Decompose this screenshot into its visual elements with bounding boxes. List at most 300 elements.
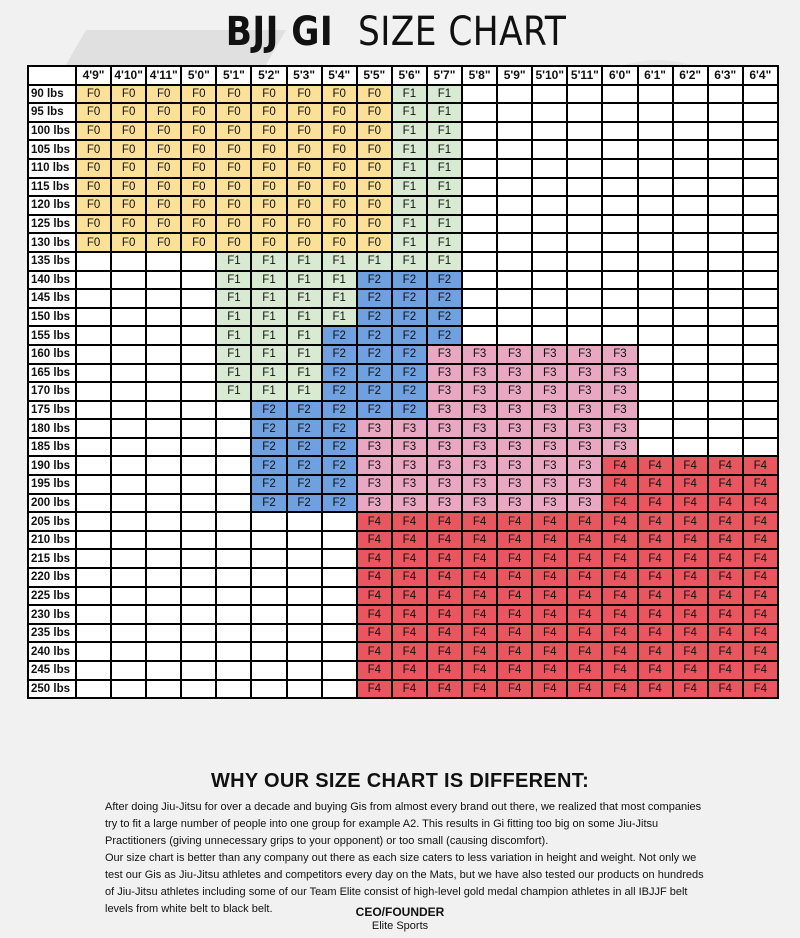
size-cell: F1 <box>392 159 427 178</box>
size-cell <box>462 122 497 141</box>
weight-label: 90 lbs <box>28 85 76 104</box>
size-cell <box>146 568 181 587</box>
size-cell: F1 <box>392 233 427 252</box>
size-cell: F4 <box>708 475 743 494</box>
size-cell <box>497 122 532 141</box>
size-cell: F3 <box>532 382 567 401</box>
size-cell: F0 <box>181 122 216 141</box>
size-cell <box>673 85 708 104</box>
size-cell <box>322 512 357 531</box>
size-cell <box>181 512 216 531</box>
size-cell <box>146 494 181 513</box>
size-cell: F4 <box>532 661 567 680</box>
size-cell: F3 <box>532 345 567 364</box>
size-cell <box>146 661 181 680</box>
size-cell <box>181 680 216 699</box>
size-cell: F4 <box>392 587 427 606</box>
size-cell: F4 <box>708 587 743 606</box>
size-cell: F4 <box>427 568 462 587</box>
size-cell <box>673 196 708 215</box>
size-cell: F4 <box>532 549 567 568</box>
size-cell: F1 <box>322 289 357 308</box>
size-cell: F2 <box>392 345 427 364</box>
table-row <box>28 475 778 494</box>
size-cell <box>111 624 146 643</box>
size-cell: F4 <box>427 531 462 550</box>
size-cell <box>638 308 673 327</box>
size-cell: F4 <box>708 624 743 643</box>
size-cell <box>567 103 602 122</box>
size-cell <box>216 661 251 680</box>
size-cell: F0 <box>76 178 111 197</box>
size-cell: F2 <box>322 419 357 438</box>
size-cell <box>532 233 567 252</box>
table-row <box>28 196 778 215</box>
size-cell: F4 <box>673 624 708 643</box>
size-cell: F4 <box>567 512 602 531</box>
table-row <box>28 624 778 643</box>
height-header: 5'7" <box>427 66 462 85</box>
size-cell: F4 <box>357 642 392 661</box>
size-cell: F4 <box>357 680 392 699</box>
size-cell: F4 <box>673 642 708 661</box>
size-cell <box>743 289 778 308</box>
size-cell: F3 <box>532 494 567 513</box>
weight-label: 110 lbs <box>28 159 76 178</box>
size-cell <box>111 345 146 364</box>
size-cell: F0 <box>216 103 251 122</box>
size-cell: F1 <box>287 326 322 345</box>
size-cell <box>181 326 216 345</box>
size-cell <box>708 122 743 141</box>
size-cell <box>322 549 357 568</box>
size-cell: F4 <box>708 605 743 624</box>
size-cell <box>287 531 322 550</box>
size-cell: F3 <box>567 475 602 494</box>
height-header: 5'2" <box>251 66 286 85</box>
size-cell <box>532 289 567 308</box>
size-cell: F2 <box>322 494 357 513</box>
size-cell <box>216 568 251 587</box>
size-cell: F4 <box>602 642 637 661</box>
size-cell: F0 <box>287 233 322 252</box>
size-cell: F3 <box>532 364 567 383</box>
size-cell <box>146 512 181 531</box>
size-cell <box>673 438 708 457</box>
size-cell: F1 <box>251 345 286 364</box>
size-cell <box>532 196 567 215</box>
size-cell <box>708 401 743 420</box>
size-cell: F3 <box>567 494 602 513</box>
size-cell <box>743 140 778 159</box>
size-cell <box>146 531 181 550</box>
size-cell: F0 <box>357 85 392 104</box>
table-row <box>28 531 778 550</box>
size-cell: F3 <box>532 438 567 457</box>
size-cell: F0 <box>287 85 322 104</box>
size-cell <box>181 549 216 568</box>
size-cell <box>462 159 497 178</box>
size-cell: F2 <box>322 326 357 345</box>
size-cell: F0 <box>357 159 392 178</box>
size-cell: F2 <box>357 364 392 383</box>
size-cell <box>673 308 708 327</box>
size-cell <box>181 271 216 290</box>
size-cell <box>146 624 181 643</box>
table-row <box>28 587 778 606</box>
size-cell: F4 <box>638 475 673 494</box>
size-cell: F4 <box>357 605 392 624</box>
size-cell: F0 <box>357 233 392 252</box>
height-header: 5'1" <box>216 66 251 85</box>
height-header: 5'10" <box>532 66 567 85</box>
size-cell: F4 <box>602 680 637 699</box>
size-cell <box>708 289 743 308</box>
size-cell: F0 <box>146 103 181 122</box>
size-cell: F4 <box>532 605 567 624</box>
size-cell: F0 <box>76 159 111 178</box>
size-cell: F4 <box>743 587 778 606</box>
size-cell: F4 <box>743 456 778 475</box>
size-cell: F4 <box>638 494 673 513</box>
size-cell <box>708 140 743 159</box>
size-cell <box>497 178 532 197</box>
size-cell <box>216 494 251 513</box>
size-cell <box>497 85 532 104</box>
size-cell: F3 <box>567 419 602 438</box>
size-cell <box>532 326 567 345</box>
size-cell: F0 <box>322 215 357 234</box>
weight-label: 160 lbs <box>28 345 76 364</box>
size-cell <box>181 382 216 401</box>
size-cell: F3 <box>392 475 427 494</box>
size-cell <box>251 680 286 699</box>
size-cell: F3 <box>392 494 427 513</box>
size-cell: F4 <box>497 549 532 568</box>
size-cell: F4 <box>673 605 708 624</box>
size-cell <box>708 233 743 252</box>
size-cell <box>111 271 146 290</box>
size-cell <box>76 624 111 643</box>
size-cell: F1 <box>251 382 286 401</box>
size-cell: F1 <box>392 85 427 104</box>
size-cell: F1 <box>251 308 286 327</box>
size-cell: F4 <box>427 605 462 624</box>
size-cell: F4 <box>743 568 778 587</box>
size-cell: F4 <box>638 512 673 531</box>
size-cell <box>287 568 322 587</box>
size-cell: F0 <box>181 178 216 197</box>
size-cell: F0 <box>216 196 251 215</box>
size-cell: F0 <box>251 159 286 178</box>
size-cell <box>638 326 673 345</box>
weight-label: 95 lbs <box>28 103 76 122</box>
size-cell <box>76 549 111 568</box>
size-cell: F3 <box>392 419 427 438</box>
size-cell: F3 <box>462 364 497 383</box>
size-cell <box>743 122 778 141</box>
size-cell <box>638 289 673 308</box>
size-cell <box>567 122 602 141</box>
size-cell <box>602 233 637 252</box>
size-cell <box>181 661 216 680</box>
size-cell: F0 <box>76 215 111 234</box>
weight-label: 185 lbs <box>28 438 76 457</box>
size-cell: F4 <box>708 456 743 475</box>
size-cell: F0 <box>251 140 286 159</box>
size-cell <box>462 252 497 271</box>
size-cell <box>708 215 743 234</box>
size-cell: F4 <box>357 531 392 550</box>
size-cell: F4 <box>392 642 427 661</box>
size-cell <box>743 364 778 383</box>
size-cell <box>111 252 146 271</box>
size-cell <box>532 271 567 290</box>
size-cell: F1 <box>427 233 462 252</box>
size-cell <box>567 140 602 159</box>
size-cell: F1 <box>427 178 462 197</box>
table-row <box>28 419 778 438</box>
weight-label: 205 lbs <box>28 512 76 531</box>
size-cell: F4 <box>497 531 532 550</box>
size-cell: F0 <box>111 159 146 178</box>
weight-label: 215 lbs <box>28 549 76 568</box>
size-cell <box>76 401 111 420</box>
size-cell: F3 <box>462 345 497 364</box>
size-cell: F4 <box>497 605 532 624</box>
size-cell <box>216 531 251 550</box>
size-cell: F4 <box>427 512 462 531</box>
size-cell <box>146 345 181 364</box>
size-cell: F0 <box>111 85 146 104</box>
size-cell: F4 <box>497 680 532 699</box>
size-cell: F1 <box>357 252 392 271</box>
size-cell: F3 <box>392 438 427 457</box>
size-cell: F3 <box>392 456 427 475</box>
size-cell <box>743 401 778 420</box>
size-cell: F3 <box>427 345 462 364</box>
size-cell: F4 <box>673 661 708 680</box>
height-header: 5'4" <box>322 66 357 85</box>
size-cell <box>111 568 146 587</box>
size-cell <box>497 159 532 178</box>
size-cell: F4 <box>532 568 567 587</box>
size-cell: F4 <box>532 624 567 643</box>
size-cell <box>76 494 111 513</box>
size-cell <box>673 326 708 345</box>
size-cell <box>287 680 322 699</box>
size-cell: F4 <box>427 661 462 680</box>
size-cell: F0 <box>251 233 286 252</box>
size-cell <box>462 103 497 122</box>
table-row <box>28 289 778 308</box>
weight-label: 200 lbs <box>28 494 76 513</box>
size-cell: F1 <box>427 252 462 271</box>
size-cell: F4 <box>567 568 602 587</box>
size-cell <box>743 103 778 122</box>
size-cell: F4 <box>392 549 427 568</box>
weight-label: 150 lbs <box>28 308 76 327</box>
page-title <box>0 8 800 56</box>
size-cell: F0 <box>251 122 286 141</box>
size-cell <box>638 178 673 197</box>
size-cell: F4 <box>357 568 392 587</box>
size-cell: F0 <box>287 103 322 122</box>
size-cell <box>287 661 322 680</box>
title-bold: BJJ GI <box>225 9 333 55</box>
size-cell <box>743 196 778 215</box>
size-cell <box>673 419 708 438</box>
size-cell <box>76 289 111 308</box>
size-cell: F0 <box>322 159 357 178</box>
weight-label: 135 lbs <box>28 252 76 271</box>
size-cell <box>673 103 708 122</box>
size-cell: F1 <box>392 140 427 159</box>
size-cell: F3 <box>497 382 532 401</box>
size-cell: F4 <box>567 624 602 643</box>
table-row <box>28 364 778 383</box>
size-cell <box>532 178 567 197</box>
size-cell <box>287 624 322 643</box>
height-header: 5'11" <box>567 66 602 85</box>
size-cell: F4 <box>462 512 497 531</box>
size-cell: F4 <box>357 512 392 531</box>
size-cell <box>181 364 216 383</box>
size-cell: F2 <box>357 382 392 401</box>
size-cell <box>708 252 743 271</box>
size-cell: F0 <box>146 122 181 141</box>
weight-label: 240 lbs <box>28 642 76 661</box>
size-cell: F0 <box>111 103 146 122</box>
size-cell: F2 <box>392 289 427 308</box>
size-cell: F4 <box>567 661 602 680</box>
table-row <box>28 215 778 234</box>
size-cell: F0 <box>251 178 286 197</box>
size-cell: F4 <box>673 531 708 550</box>
size-cell: F0 <box>357 215 392 234</box>
size-cell: F4 <box>427 549 462 568</box>
size-cell: F4 <box>602 661 637 680</box>
size-cell: F3 <box>357 419 392 438</box>
weight-label: 175 lbs <box>28 401 76 420</box>
size-cell <box>602 326 637 345</box>
size-cell <box>146 289 181 308</box>
size-cell <box>216 642 251 661</box>
size-cell: F1 <box>322 271 357 290</box>
size-cell: F0 <box>76 122 111 141</box>
size-cell <box>111 661 146 680</box>
size-cell <box>673 215 708 234</box>
size-cell: F3 <box>462 456 497 475</box>
size-cell <box>602 178 637 197</box>
size-cell: F1 <box>216 252 251 271</box>
size-cell: F3 <box>427 419 462 438</box>
size-cell: F0 <box>146 215 181 234</box>
table-row <box>28 512 778 531</box>
size-cell: F3 <box>497 364 532 383</box>
size-cell: F2 <box>392 401 427 420</box>
size-cell <box>638 159 673 178</box>
size-cell <box>111 512 146 531</box>
size-cell: F3 <box>567 438 602 457</box>
table-row <box>28 140 778 159</box>
size-cell <box>76 345 111 364</box>
size-cell <box>181 624 216 643</box>
height-header: 5'8" <box>462 66 497 85</box>
size-cell: F0 <box>146 85 181 104</box>
size-cell: F1 <box>216 271 251 290</box>
size-cell: F2 <box>357 401 392 420</box>
table-row <box>28 326 778 345</box>
size-cell: F4 <box>392 512 427 531</box>
size-cell: F4 <box>532 531 567 550</box>
size-cell <box>638 233 673 252</box>
size-cell: F0 <box>146 233 181 252</box>
size-cell <box>567 196 602 215</box>
size-cell <box>497 289 532 308</box>
size-cell: F4 <box>567 587 602 606</box>
size-cell <box>216 605 251 624</box>
size-cell: F1 <box>427 103 462 122</box>
size-cell: F1 <box>427 215 462 234</box>
size-cell: F2 <box>322 438 357 457</box>
size-cell: F3 <box>532 401 567 420</box>
size-cell: F4 <box>532 512 567 531</box>
size-cell <box>602 308 637 327</box>
size-cell <box>76 680 111 699</box>
size-cell <box>708 196 743 215</box>
size-cell: F4 <box>673 568 708 587</box>
size-cell: F2 <box>322 382 357 401</box>
size-cell: F4 <box>532 642 567 661</box>
table-row <box>28 85 778 104</box>
size-cell <box>532 252 567 271</box>
size-cell: F3 <box>602 438 637 457</box>
size-cell: F1 <box>322 308 357 327</box>
size-cell <box>287 512 322 531</box>
size-cell: F0 <box>76 196 111 215</box>
size-cell: F0 <box>76 140 111 159</box>
size-cell <box>497 215 532 234</box>
size-cell: F0 <box>287 122 322 141</box>
size-cell: F4 <box>567 549 602 568</box>
weight-label: 105 lbs <box>28 140 76 159</box>
size-cell: F1 <box>287 364 322 383</box>
size-cell <box>251 568 286 587</box>
size-cell <box>251 587 286 606</box>
size-cell <box>287 549 322 568</box>
size-cell <box>111 438 146 457</box>
size-cell: F2 <box>427 308 462 327</box>
size-cell: F0 <box>216 178 251 197</box>
size-cell: F0 <box>216 122 251 141</box>
size-cell: F4 <box>638 605 673 624</box>
size-cell: F1 <box>392 252 427 271</box>
size-cell <box>181 456 216 475</box>
size-cell <box>602 289 637 308</box>
size-cell <box>708 438 743 457</box>
size-cell <box>216 401 251 420</box>
height-header: 6'2" <box>673 66 708 85</box>
size-cell <box>216 549 251 568</box>
table-row <box>28 568 778 587</box>
size-cell <box>532 140 567 159</box>
weight-label: 195 lbs <box>28 475 76 494</box>
size-cell <box>497 308 532 327</box>
size-cell: F3 <box>497 419 532 438</box>
size-cell: F1 <box>287 252 322 271</box>
size-cell: F4 <box>497 568 532 587</box>
